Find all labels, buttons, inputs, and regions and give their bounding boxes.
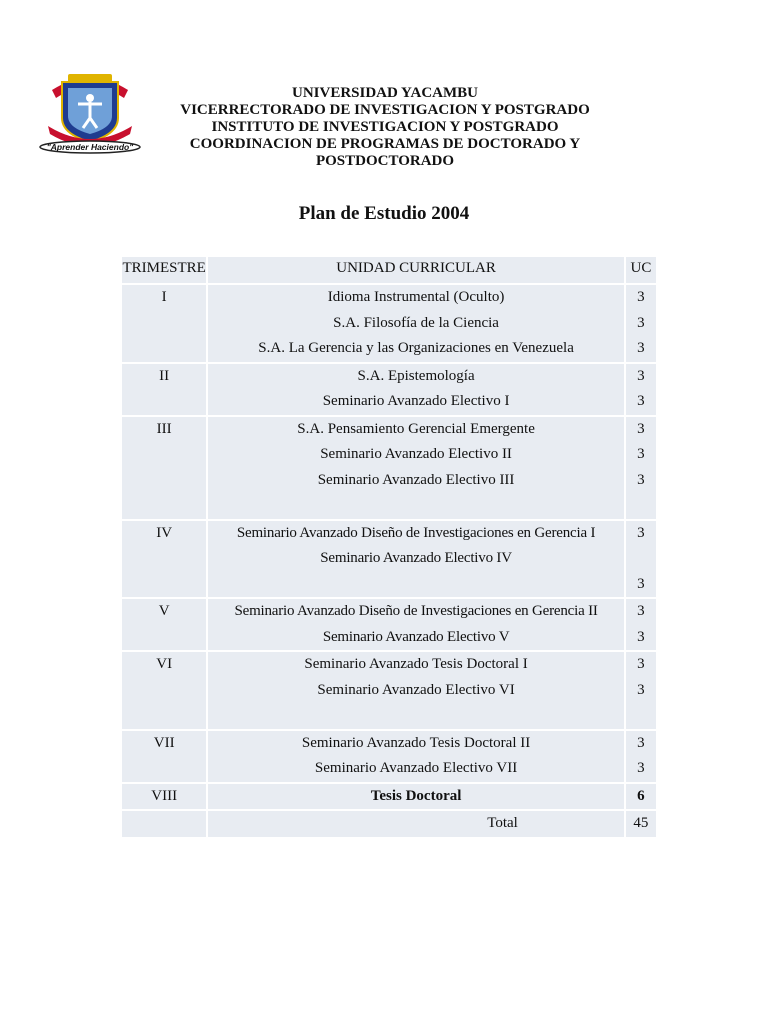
uc-cell: 3 [637,524,645,541]
unit-cell: Seminario Avanzado Electivo VI [317,681,515,698]
uc-cell: 3 [637,471,645,488]
total-label: Total [487,815,518,831]
uc-cell: 3 [637,314,645,331]
table-row [122,784,656,812]
header-line-coordinacion: COORDINACION DE PROGRAMAS DE DOCTORADO Y [189,136,581,152]
trimestre-cell: VII [153,734,175,751]
unit-cell: Seminario Avanzado Diseño de Investigaciones en Gerencia I [236,524,596,541]
trimestre-cell: I [161,289,167,305]
trimestre-cell: IV [156,524,173,541]
table-row [122,652,656,731]
table-row [122,521,656,600]
unit-cell: Seminario Avanzado Electivo II [320,446,512,462]
uc-cell: 3 [637,734,645,751]
unit-cell: S.A. Filosofía de la Ciencia [333,314,499,331]
unit-cell: Seminario Avanzado Tesis Doctoral II [301,734,531,751]
trimestre-cell: II [159,367,170,384]
uc-cell: 3 [637,420,645,437]
uc-cell: 3 [637,393,645,409]
table-row [122,285,656,364]
uc-cell: 3 [637,367,645,384]
uc-cell: 3 [637,681,645,698]
unit-cell: Seminario Avanzado Electivo I [322,393,510,409]
total-row [122,811,656,839]
uc-cell: 3 [637,760,645,776]
column-header-unidad: UNIDAD CURRICULAR [336,260,496,276]
table-row [122,599,656,652]
university-logo [38,68,142,154]
unit-cell: Idioma Instrumental (Oculto) [327,289,505,305]
institution-header [150,85,620,170]
header-line-instituto: INSTITUTO DE INVESTIGACION Y POSTGRADO [211,119,559,135]
table-row [122,364,656,417]
table-row [122,417,656,521]
column-header-trimestre: TRIMESTRE [122,260,206,276]
document-title: Plan de Estudio 2004 [298,203,470,224]
uc-cell: 3 [637,446,645,462]
trimestre-cell: III [156,420,172,437]
uc-cell: 3 [637,603,645,619]
trimestre-cell: VIII [151,787,178,804]
unit-cell: Tesis Doctoral [370,787,462,804]
study-plan-table [122,257,656,839]
column-header-uc: UC [630,260,652,276]
unit-cell: S.A. Epistemología [357,367,475,384]
unit-cell: Seminario Avanzado Electivo IV [320,550,512,566]
uc-cell: 3 [637,656,645,672]
logo-motto: "Aprender Haciendo" [46,142,134,152]
unit-cell: S.A. La Gerencia y las Organizaciones en Venezuela [258,340,574,356]
unit-cell: Seminario Avanzado Electivo III [317,471,515,488]
table-row [122,731,656,784]
unit-cell: S.A. Pensamiento Gerencial Emergente [297,420,535,437]
unit-cell: Seminario Avanzado Diseño de Investigaciones en Gerencia II [234,603,598,619]
header-line-university: UNIVERSIDAD YACAMBU [292,85,478,101]
uc-cell: 3 [637,340,645,356]
trimestre-cell: V [158,603,170,619]
uc-cell: 6 [637,787,645,804]
trimestre-cell: VI [156,656,173,672]
unit-cell: Seminario Avanzado Electivo V [322,628,510,645]
uc-cell: 3 [637,628,645,645]
unit-cell: Seminario Avanzado Tesis Doctoral I [304,656,528,672]
unit-cell: Seminario Avanzado Electivo VII [314,760,518,776]
uc-cell: 3 [637,289,645,305]
table-header-row [122,257,656,285]
uc-cell: 3 [637,575,645,592]
header-line-postdoctorado: POSTDOCTORADO [315,153,455,169]
total-value: 45 [633,815,649,831]
header-line-vicerrectorado: VICERRECTORADO DE INVESTIGACION Y POSTGRADO [180,102,590,118]
